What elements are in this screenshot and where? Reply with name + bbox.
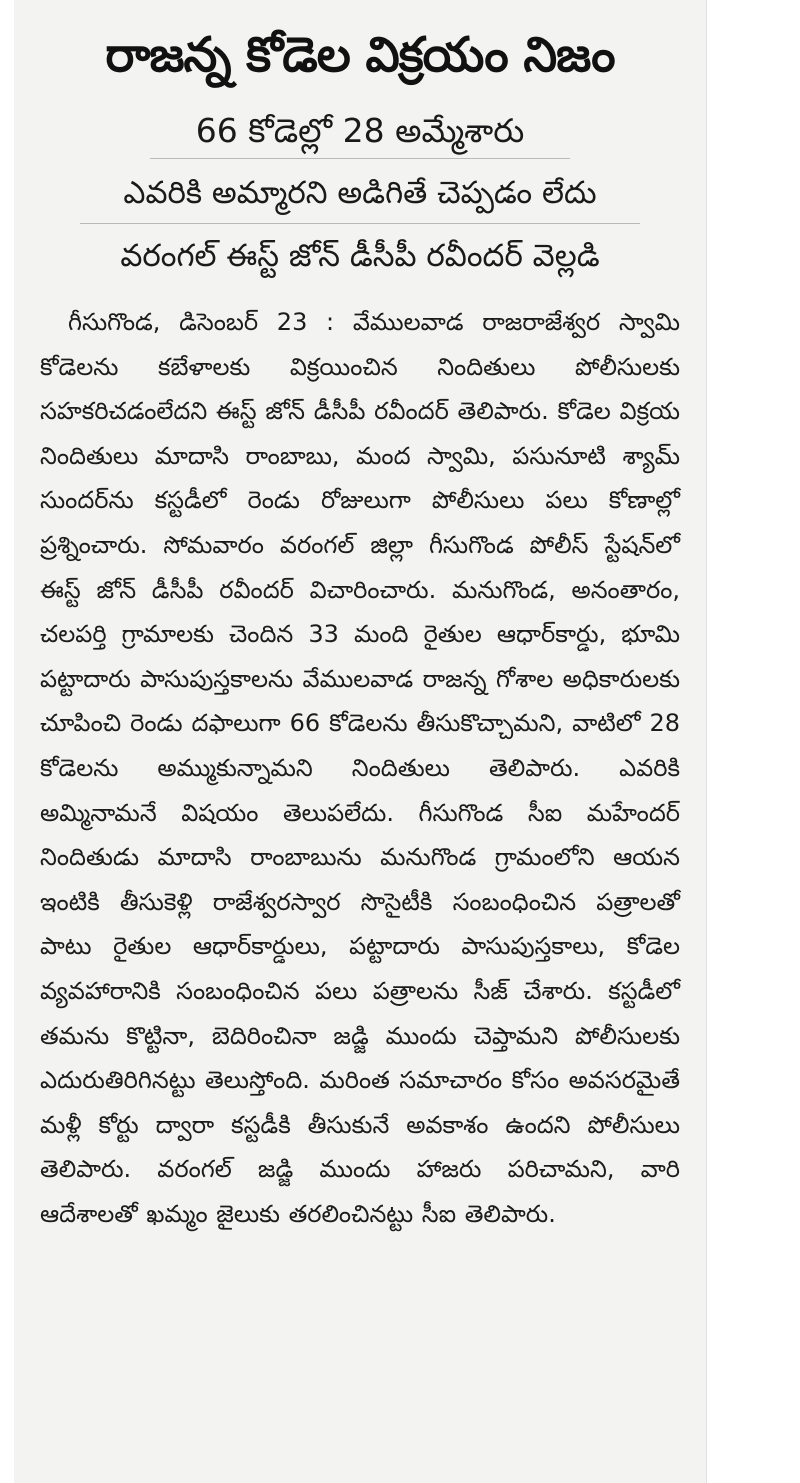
dateline: గీసుగొండ, డిసెంబర్ 23 : bbox=[68, 308, 335, 336]
page-edge bbox=[706, 0, 707, 1483]
subhead-3: వరంగల్ ఈస్ట్ జోన్ డీసీపీ రవీందర్ వెల్లడి bbox=[120, 238, 600, 274]
body-text: వేములవాడ రాజరాజేశ్వర స్వామి కోడెలను కబేళాలకు విక్రయించిన నిందితులు పోలీసులకు సహకరిచడంలేదని ఈస్ట్ జోన్ డీసీపీ రవీందర్ తెలిపారు. కోడెల విక్రయ నిందితులు మాదాసి రాంబాబు, మంద స్వామి, పసునూటి శ్యామ్ సుందర్‌ను కస్టడీలో రెండు రోజులుగా పోలీసులు పలు కోణాల్లో ప్రశ్నించారు. సోమవారం వరంగల్ జిల్లా గీసుగొండ పోలీస్ స్టేషన్‌లో ఈస్ట్ జోన్ డీసీపీ రవీందర్ విచారించారు. మనుగొండ, అనంతారం, చలపర్తి గ్రామాలకు చెందిన 33 మంది రైతుల ఆధార్‌కార్డు, భూమి పట్టాదారు పాసుపుస్తకాలను వేములవాడ రాజన్న గోశాల అధికారులకు చూపించి రెండు దఫాలుగా 66 కోడెలను తీసుకొచ్చామని, వాటిలో 28 కోడెలను అమ్ముకున్నామని నిందితులు తెలిపారు. ఎవరికి అమ్మినామనే విషయం తెలుపలేదు. గీసుగొండ సీఐ మహేందర్ నిందితుడు మాదాసి రాంబాబును మనుగొండ గ్రామంలోని ఆయన ఇంటికి తీసుకెళ్లి రాజేశ్వరస్వార సొసైటీకి సంబంధించిన పత్రాలతో పాటు రైతుల ఆధార్‌కార్డులు, పట్టాదారు పాసుపుస్తకాలు, కోడెల వ్యవహారానికి సంబంధించిన పలు పత్రాలను సీజ్ చేశారు. కస్టడీలో తమను కొట్టినా, బెదిరించినా జడ్జి ముందు చెప్తామని పోలీసులకు ఎదురుతిరిగినట్టు తెలుస్తోంది. మరింత సమాచారం కోసం అవసరమైతే మళ్లీ కోర్టు ద్వారా కస్టడీకి తీసుకునే అవకాశం ఉందని పోలీసులు తెలిపారు. వరంగల్ జడ్జి ముందు హాజరు పరిచామని, వారి ఆదేశాలతో ఖమ్మం జైలుకు తరలించినట్టు సీఐ తెలిపారు. bbox=[40, 308, 680, 1228]
subhead-divider bbox=[150, 158, 570, 159]
subhead-divider bbox=[80, 223, 640, 224]
subhead-1: 66 కోడెల్లో 28 అమ్మేశారు bbox=[195, 111, 525, 150]
newspaper-clipping bbox=[14, 0, 706, 1483]
article-body bbox=[40, 300, 680, 1236]
headline: రాజన్న కోడెల విక్రయం నిజం bbox=[105, 27, 615, 83]
subhead-2: ఎవరికి అమ్మారని అడిగితే చెప్పడం లేదు bbox=[123, 175, 597, 211]
